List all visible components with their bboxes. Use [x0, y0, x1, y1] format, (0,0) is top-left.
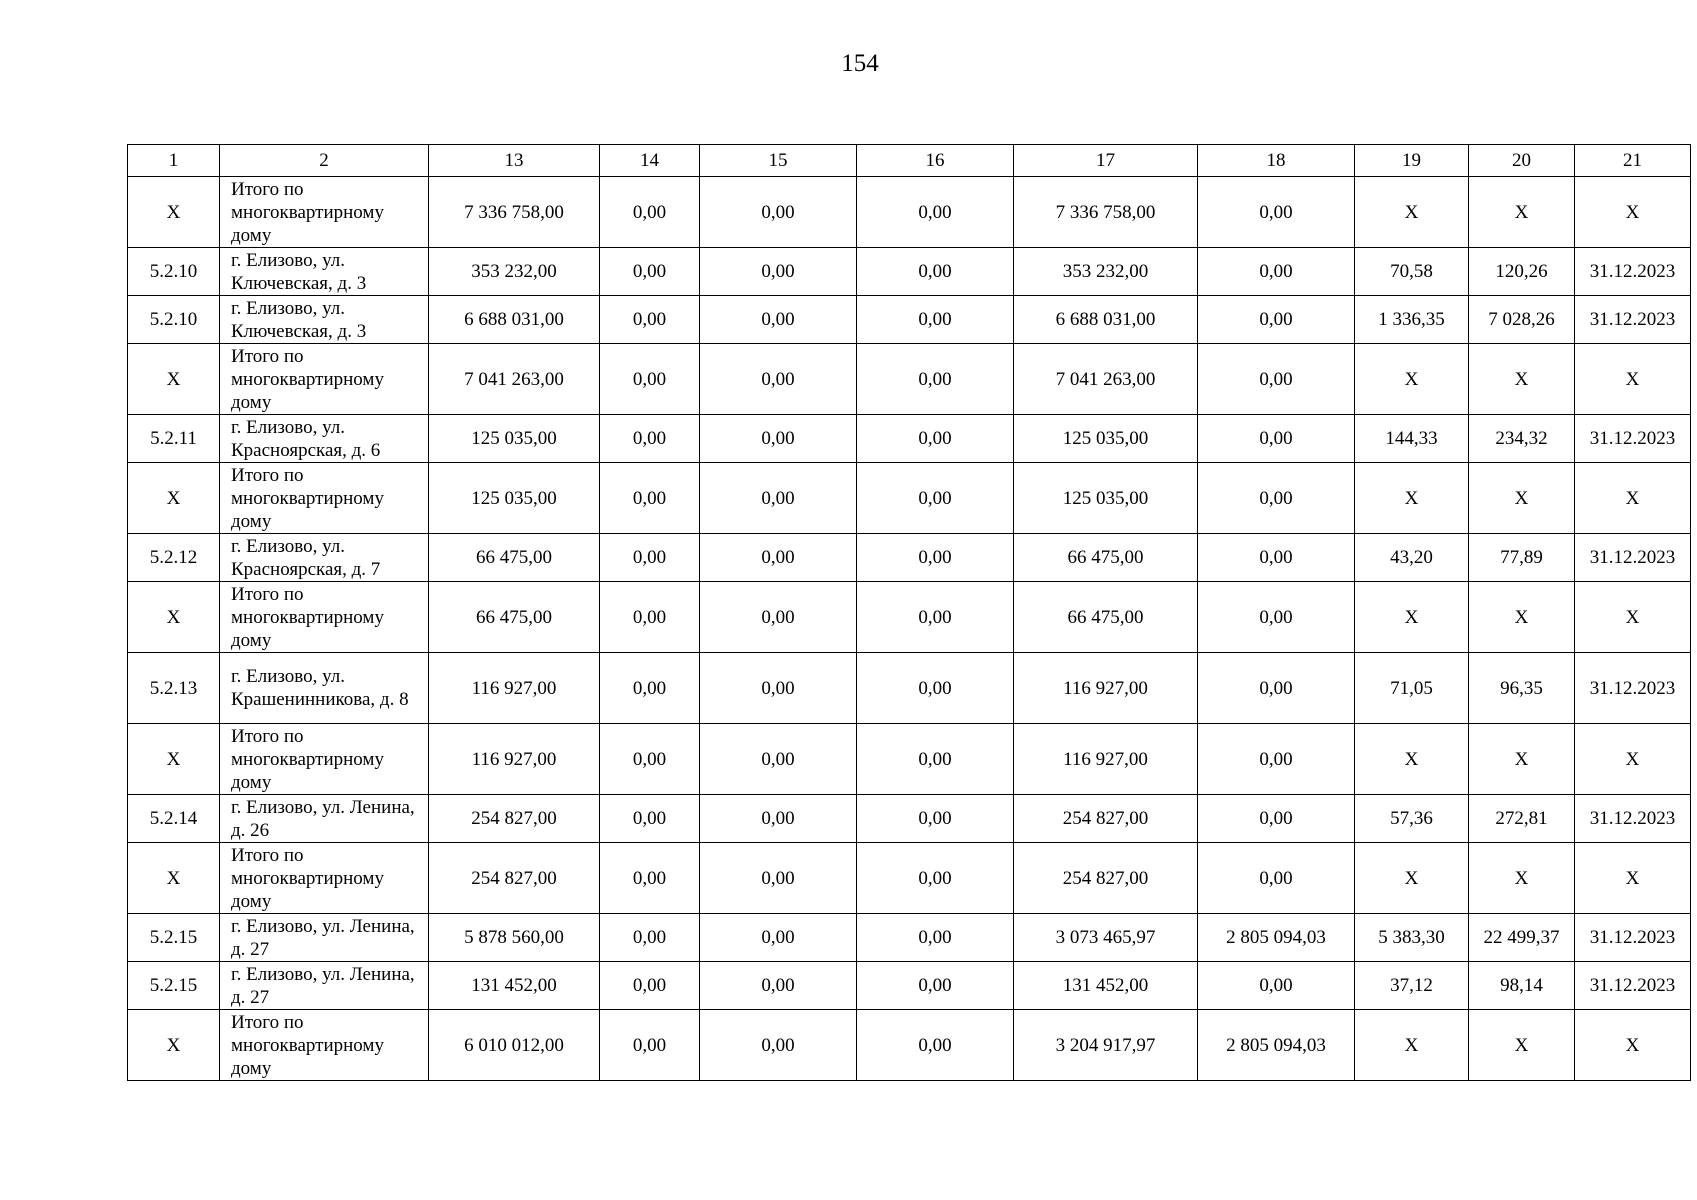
col13-cell: 5 878 560,00	[429, 914, 600, 962]
col15-cell: 0,00	[700, 653, 857, 724]
data-table	[127, 144, 1691, 1081]
table-row	[128, 177, 1691, 248]
col17-cell: 131 452,00	[1014, 962, 1198, 1010]
col16-cell: 0,00	[857, 1010, 1014, 1081]
col21-cell: 31.12.2023	[1575, 296, 1691, 344]
address-cell: г. Елизово, ул. Красноярская, д. 6	[220, 415, 429, 463]
table-row	[128, 415, 1691, 463]
col16-cell: 0,00	[857, 296, 1014, 344]
col14-cell: 0,00	[600, 177, 700, 248]
col18-cell: 0,00	[1198, 843, 1355, 914]
address-cell: Итого по многоквартирному дому	[220, 843, 429, 914]
column-header: 14	[600, 145, 700, 177]
col17-cell: 125 035,00	[1014, 463, 1198, 534]
col18-cell: 0,00	[1198, 582, 1355, 653]
col21-cell: 31.12.2023	[1575, 653, 1691, 724]
col15-cell: 0,00	[700, 914, 857, 962]
col19-cell: Х	[1355, 724, 1469, 795]
col18-cell: 0,00	[1198, 534, 1355, 582]
col17-cell: 66 475,00	[1014, 582, 1198, 653]
col18-cell: 0,00	[1198, 463, 1355, 534]
col16-cell: 0,00	[857, 962, 1014, 1010]
col20-cell: 272,81	[1469, 795, 1575, 843]
col16-cell: 0,00	[857, 843, 1014, 914]
col20-cell: 77,89	[1469, 534, 1575, 582]
column-header: 19	[1355, 145, 1469, 177]
col16-cell: 0,00	[857, 344, 1014, 415]
row-number-cell: 5.2.11	[128, 415, 220, 463]
col18-cell: 0,00	[1198, 415, 1355, 463]
col17-cell: 125 035,00	[1014, 415, 1198, 463]
col13-cell: 6 010 012,00	[429, 1010, 600, 1081]
col13-cell: 353 232,00	[429, 248, 600, 296]
address-cell: Итого по многоквартирному дому	[220, 463, 429, 534]
col20-cell: Х	[1469, 843, 1575, 914]
col14-cell: 0,00	[600, 795, 700, 843]
col18-cell: 0,00	[1198, 296, 1355, 344]
col20-cell: 7 028,26	[1469, 296, 1575, 344]
col14-cell: 0,00	[600, 653, 700, 724]
column-header: 1	[128, 145, 220, 177]
col19-cell: Х	[1355, 177, 1469, 248]
col17-cell: 254 827,00	[1014, 843, 1198, 914]
column-header: 18	[1198, 145, 1355, 177]
col13-cell: 7 041 263,00	[429, 344, 600, 415]
address-cell: Итого по многоквартирному дому	[220, 582, 429, 653]
col18-cell: 0,00	[1198, 177, 1355, 248]
col13-cell: 6 688 031,00	[429, 296, 600, 344]
col16-cell: 0,00	[857, 177, 1014, 248]
column-header: 15	[700, 145, 857, 177]
col13-cell: 125 035,00	[429, 415, 600, 463]
col17-cell: 116 927,00	[1014, 724, 1198, 795]
column-header: 17	[1014, 145, 1198, 177]
col14-cell: 0,00	[600, 914, 700, 962]
col14-cell: 0,00	[600, 248, 700, 296]
address-cell: Итого по многоквартирному дому	[220, 724, 429, 795]
col15-cell: 0,00	[700, 296, 857, 344]
col21-cell: 31.12.2023	[1575, 795, 1691, 843]
col16-cell: 0,00	[857, 724, 1014, 795]
col15-cell: 0,00	[700, 344, 857, 415]
col15-cell: 0,00	[700, 177, 857, 248]
col21-cell: 31.12.2023	[1575, 415, 1691, 463]
col17-cell: 353 232,00	[1014, 248, 1198, 296]
col19-cell: Х	[1355, 344, 1469, 415]
col15-cell: 0,00	[700, 724, 857, 795]
col15-cell: 0,00	[700, 534, 857, 582]
col17-cell: 116 927,00	[1014, 653, 1198, 724]
col13-cell: 66 475,00	[429, 534, 600, 582]
table-row	[128, 843, 1691, 914]
col15-cell: 0,00	[700, 843, 857, 914]
col19-cell: Х	[1355, 582, 1469, 653]
col21-cell: 31.12.2023	[1575, 914, 1691, 962]
col17-cell: 7 041 263,00	[1014, 344, 1198, 415]
col19-cell: 1 336,35	[1355, 296, 1469, 344]
row-number-cell: 5.2.12	[128, 534, 220, 582]
row-number-cell: 5.2.13	[128, 653, 220, 724]
col20-cell: 120,26	[1469, 248, 1575, 296]
col15-cell: 0,00	[700, 795, 857, 843]
col17-cell: 6 688 031,00	[1014, 296, 1198, 344]
col21-cell: Х	[1575, 582, 1691, 653]
col16-cell: 0,00	[857, 914, 1014, 962]
row-number-cell: Х	[128, 843, 220, 914]
column-header: 2	[220, 145, 429, 177]
col15-cell: 0,00	[700, 463, 857, 534]
header-row	[128, 145, 1691, 177]
col20-cell: 22 499,37	[1469, 914, 1575, 962]
row-number-cell: 5.2.10	[128, 248, 220, 296]
col13-cell: 125 035,00	[429, 463, 600, 534]
row-number-cell: Х	[128, 344, 220, 415]
row-number-cell: Х	[128, 724, 220, 795]
col19-cell: 144,33	[1355, 415, 1469, 463]
col20-cell: Х	[1469, 344, 1575, 415]
col20-cell: 98,14	[1469, 962, 1575, 1010]
row-number-cell: 5.2.14	[128, 795, 220, 843]
table-row	[128, 248, 1691, 296]
row-number-cell: 5.2.15	[128, 962, 220, 1010]
col20-cell: Х	[1469, 1010, 1575, 1081]
col13-cell: 116 927,00	[429, 653, 600, 724]
address-cell: г. Елизово, ул. Красноярская, д. 7	[220, 534, 429, 582]
col16-cell: 0,00	[857, 653, 1014, 724]
col18-cell: 0,00	[1198, 344, 1355, 415]
col21-cell: Х	[1575, 1010, 1691, 1081]
row-number-cell: Х	[128, 1010, 220, 1081]
col14-cell: 0,00	[600, 962, 700, 1010]
col18-cell: 2 805 094,03	[1198, 1010, 1355, 1081]
col13-cell: 131 452,00	[429, 962, 600, 1010]
col19-cell: Х	[1355, 843, 1469, 914]
table-row	[128, 463, 1691, 534]
col21-cell: Х	[1575, 843, 1691, 914]
col18-cell: 0,00	[1198, 724, 1355, 795]
col20-cell: 96,35	[1469, 653, 1575, 724]
address-cell: Итого по многоквартирному дому	[220, 177, 429, 248]
col19-cell: 70,58	[1355, 248, 1469, 296]
col14-cell: 0,00	[600, 415, 700, 463]
table-row	[128, 1010, 1691, 1081]
row-number-cell: Х	[128, 177, 220, 248]
col21-cell: Х	[1575, 724, 1691, 795]
col14-cell: 0,00	[600, 1010, 700, 1081]
col13-cell: 116 927,00	[429, 724, 600, 795]
col17-cell: 3 073 465,97	[1014, 914, 1198, 962]
col19-cell: Х	[1355, 463, 1469, 534]
table-row	[128, 653, 1691, 724]
col14-cell: 0,00	[600, 463, 700, 534]
col16-cell: 0,00	[857, 582, 1014, 653]
col18-cell: 0,00	[1198, 795, 1355, 843]
col17-cell: 7 336 758,00	[1014, 177, 1198, 248]
address-cell: г. Елизово, ул. Ленина, д. 26	[220, 795, 429, 843]
col18-cell: 2 805 094,03	[1198, 914, 1355, 962]
col16-cell: 0,00	[857, 248, 1014, 296]
col20-cell: Х	[1469, 582, 1575, 653]
column-header: 13	[429, 145, 600, 177]
col19-cell: 57,36	[1355, 795, 1469, 843]
address-cell: Итого по многоквартирному дому	[220, 344, 429, 415]
col19-cell: 43,20	[1355, 534, 1469, 582]
column-header: 21	[1575, 145, 1691, 177]
address-cell: г. Елизово, ул. Ленина, д. 27	[220, 914, 429, 962]
col21-cell: Х	[1575, 177, 1691, 248]
col18-cell: 0,00	[1198, 962, 1355, 1010]
address-cell: г. Елизово, ул. Крашенинникова, д. 8	[220, 653, 429, 724]
address-cell: г. Елизово, ул. Ключевская, д. 3	[220, 296, 429, 344]
col20-cell: Х	[1469, 463, 1575, 534]
col18-cell: 0,00	[1198, 248, 1355, 296]
col13-cell: 254 827,00	[429, 795, 600, 843]
table-row	[128, 962, 1691, 1010]
col17-cell: 3 204 917,97	[1014, 1010, 1198, 1081]
col16-cell: 0,00	[857, 415, 1014, 463]
row-number-cell: Х	[128, 463, 220, 534]
col19-cell: 71,05	[1355, 653, 1469, 724]
col20-cell: 234,32	[1469, 415, 1575, 463]
col19-cell: 37,12	[1355, 962, 1469, 1010]
row-number-cell: Х	[128, 582, 220, 653]
col14-cell: 0,00	[600, 534, 700, 582]
col21-cell: 31.12.2023	[1575, 962, 1691, 1010]
table-row	[128, 795, 1691, 843]
col20-cell: Х	[1469, 724, 1575, 795]
row-number-cell: 5.2.10	[128, 296, 220, 344]
col19-cell: 5 383,30	[1355, 914, 1469, 962]
col15-cell: 0,00	[700, 1010, 857, 1081]
col17-cell: 254 827,00	[1014, 795, 1198, 843]
address-cell: Итого по многоквартирному дому	[220, 1010, 429, 1081]
table-row	[128, 534, 1691, 582]
col14-cell: 0,00	[600, 344, 700, 415]
col20-cell: Х	[1469, 177, 1575, 248]
col21-cell: Х	[1575, 344, 1691, 415]
col16-cell: 0,00	[857, 463, 1014, 534]
col15-cell: 0,00	[700, 582, 857, 653]
col17-cell: 66 475,00	[1014, 534, 1198, 582]
col13-cell: 7 336 758,00	[429, 177, 600, 248]
col14-cell: 0,00	[600, 724, 700, 795]
col14-cell: 0,00	[600, 843, 700, 914]
col15-cell: 0,00	[700, 962, 857, 1010]
col16-cell: 0,00	[857, 795, 1014, 843]
column-header: 20	[1469, 145, 1575, 177]
table-row	[128, 582, 1691, 653]
col13-cell: 66 475,00	[429, 582, 600, 653]
column-header: 16	[857, 145, 1014, 177]
col16-cell: 0,00	[857, 534, 1014, 582]
address-cell: г. Елизово, ул. Ключевская, д. 3	[220, 248, 429, 296]
address-cell: г. Елизово, ул. Ленина, д. 27	[220, 962, 429, 1010]
col19-cell: Х	[1355, 1010, 1469, 1081]
col14-cell: 0,00	[600, 296, 700, 344]
row-number-cell: 5.2.15	[128, 914, 220, 962]
col21-cell: 31.12.2023	[1575, 248, 1691, 296]
table-row	[128, 724, 1691, 795]
col15-cell: 0,00	[700, 248, 857, 296]
table-row	[128, 296, 1691, 344]
table-row	[128, 914, 1691, 962]
col13-cell: 254 827,00	[429, 843, 600, 914]
col21-cell: Х	[1575, 463, 1691, 534]
col14-cell: 0,00	[600, 582, 700, 653]
page-number: 154	[841, 50, 879, 77]
col21-cell: 31.12.2023	[1575, 534, 1691, 582]
col15-cell: 0,00	[700, 415, 857, 463]
table-row	[128, 344, 1691, 415]
col18-cell: 0,00	[1198, 653, 1355, 724]
